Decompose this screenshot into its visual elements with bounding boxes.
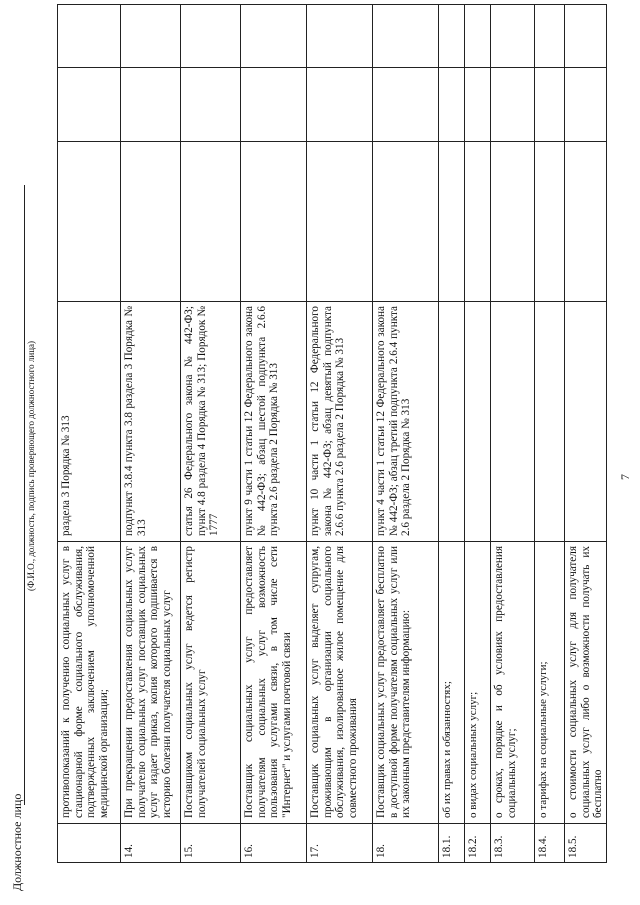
table-row	[372, 5, 438, 862]
answer-cell[interactable]	[307, 68, 372, 142]
row-number: 18.	[375, 844, 387, 858]
answer-cell[interactable]	[491, 142, 534, 302]
table-row	[534, 5, 564, 862]
note-cell[interactable]	[565, 5, 606, 68]
note-cell[interactable]	[491, 5, 534, 68]
row-number: 18.2.	[467, 835, 479, 858]
requirement-text: противопоказаний к получению социальных услуг в стационарной форме социального обслуживания, подтвержденных заключением уполномоченной медицинской организации;	[60, 546, 110, 818]
answer-cell[interactable]	[121, 68, 180, 142]
answer-cell[interactable]	[307, 142, 372, 302]
checklist-table	[57, 4, 607, 863]
table-row	[120, 5, 180, 862]
row-number: 18.5.	[567, 835, 579, 858]
requirement-text: Поставщиком социальных услуг ведется регистр получателей социальных услуг	[183, 546, 208, 818]
requirement-text: о видах социальных услуг;	[467, 691, 479, 818]
answer-cell[interactable]	[241, 142, 306, 302]
table-row	[490, 5, 534, 862]
answer-cell[interactable]	[565, 68, 606, 142]
note-cell[interactable]	[373, 5, 438, 68]
row-number: 16.	[243, 844, 255, 858]
official-label: Должностное лицо	[10, 793, 24, 891]
answer-cell[interactable]	[181, 68, 240, 142]
note-cell[interactable]	[307, 5, 372, 68]
answer-cell[interactable]	[439, 142, 464, 302]
legal-basis-text: статья 26 Федерального закона № 442-ФЗ; пункт 4.8 раздела 4 Порядка № 313; Порядок № 1777	[183, 306, 220, 536]
answer-cell[interactable]	[121, 142, 180, 302]
row-number: 18.1.	[441, 835, 453, 858]
table-row	[240, 5, 306, 862]
table-row	[180, 5, 240, 862]
answer-cell[interactable]	[58, 68, 120, 142]
table-row	[564, 5, 606, 862]
legal-basis-text: пункт 4 части 1 статьи 12 Федерального закона № 442-ФЗ; абзац третий подпункта 2.6.4 пункта 2.6 раздела 2 Порядка № 313	[375, 306, 412, 536]
legal-basis-text: подпункт 3.8.4 пункта 3.8 раздела 3 Порядка № 313	[123, 306, 148, 536]
note-cell[interactable]	[241, 5, 306, 68]
answer-cell[interactable]	[491, 68, 534, 142]
table-row	[58, 5, 120, 862]
requirement-text: о сроках, порядке и об условиях предоставления социальных услуг;	[493, 546, 518, 818]
note-cell[interactable]	[439, 5, 464, 68]
signature-caption: (Ф.И.О., должность, подпись проверяющего должностного лица)	[26, 340, 36, 591]
note-cell[interactable]	[121, 5, 180, 68]
note-cell[interactable]	[535, 5, 564, 68]
row-number: 15.	[183, 844, 195, 858]
requirement-text: При прекращении предоставления социальных услуг получателю социальных услуг поставщик социальных услуг издает приказ, копия которого подшивается в историю болезни получателя социальных услуг	[123, 546, 173, 818]
row-number	[58, 824, 60, 862]
requirement-text: Поставщик социальных услуг предоставляет бесплатно в доступной форме получателям социальных услуг или их законным представителям информацию:	[375, 546, 412, 818]
table-row	[306, 5, 372, 862]
answer-cell[interactable]	[58, 142, 120, 302]
legal-basis-text: пункт 10 части 1 статьи 12 Федерального закона № 442-ФЗ; абзац девятый подпункта 2.6.6 пункта 2.6 раздела 2 Порядка № 313	[309, 306, 346, 536]
answer-cell[interactable]	[535, 68, 564, 142]
legal-basis-text: пункт 9 части 1 статьи 12 Федерального закона № 442-ФЗ; абзац шестой подпункта 2.6.6 пункта 2.6 раздела 2 Порядка № 313	[243, 306, 280, 536]
row-number: 18.4.	[537, 835, 549, 858]
answer-cell[interactable]	[373, 142, 438, 302]
answer-cell[interactable]	[465, 142, 490, 302]
answer-cell[interactable]	[241, 68, 306, 142]
answer-cell[interactable]	[181, 142, 240, 302]
answer-cell[interactable]	[465, 68, 490, 142]
row-number: 14.	[123, 844, 135, 858]
legal-basis-text: раздела 3 Порядка № 313	[60, 415, 72, 536]
answer-cell[interactable]	[565, 142, 606, 302]
table-row	[464, 5, 490, 862]
note-cell[interactable]	[181, 5, 240, 68]
answer-cell[interactable]	[535, 142, 564, 302]
note-cell[interactable]	[58, 5, 120, 68]
requirement-text: об их правах и обязанностях;	[441, 681, 453, 818]
requirement-text: о стоимости социальных услуг для получателя социальных услуг либо о возможности получать их бесплатно	[567, 546, 604, 818]
page-number: 7	[618, 474, 632, 480]
requirement-text: Поставщик социальных услуг выделяет супругам, проживающим в организации социального обслуживания, изолированное жилое помещение для совместного проживания	[309, 546, 359, 818]
table-row	[438, 5, 464, 862]
answer-cell[interactable]	[373, 68, 438, 142]
answer-cell[interactable]	[439, 68, 464, 142]
row-number: 17.	[309, 844, 321, 858]
requirement-text: Поставщик социальных услуг предоставляет получателям социальных услуг возможность пользования услугами связи, в том числе сети "Интернет" и услугами почтовой связи	[243, 546, 293, 818]
row-number: 18.3.	[493, 835, 505, 858]
note-cell[interactable]	[465, 5, 490, 68]
requirement-text: о тарифах на социальные услуги;	[537, 661, 549, 818]
